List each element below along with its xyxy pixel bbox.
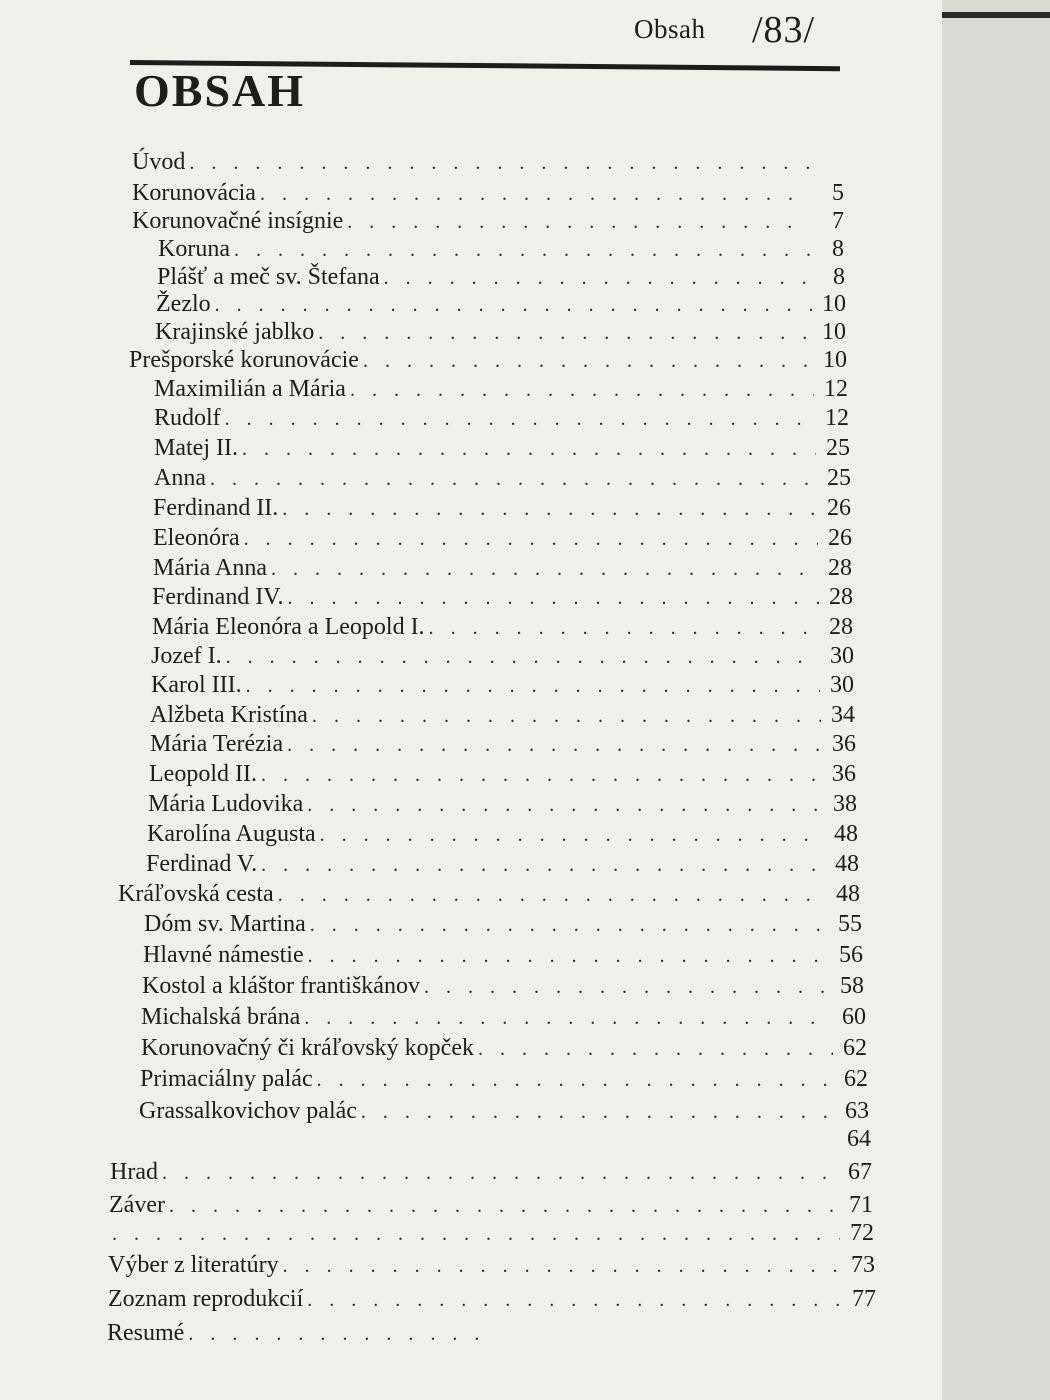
dot-leader bbox=[261, 854, 825, 877]
dot-leader bbox=[287, 734, 822, 757]
toc-entry bbox=[129, 347, 847, 374]
toc-entry-title: Resumé bbox=[107, 1320, 185, 1346]
adjacent-page-rule bbox=[942, 12, 1050, 18]
dot-leader bbox=[283, 1255, 841, 1278]
toc-entry-title: Alžbeta Kristína bbox=[150, 702, 308, 728]
dot-leader bbox=[478, 1038, 833, 1061]
toc-entry bbox=[151, 672, 854, 699]
toc-entry-page: 56 bbox=[839, 942, 863, 968]
toc-entry bbox=[154, 376, 848, 403]
toc-entry bbox=[154, 435, 850, 462]
running-title: Obsah bbox=[634, 14, 706, 44]
toc-entry-title: Mária Ludovika bbox=[148, 791, 304, 817]
dot-leader bbox=[112, 1223, 840, 1246]
dot-leader bbox=[363, 350, 813, 373]
toc-entry bbox=[155, 319, 846, 346]
dot-leader bbox=[162, 1162, 838, 1185]
toc-entry-page: 63 bbox=[845, 1098, 869, 1124]
toc-entry-title: Záver bbox=[109, 1192, 165, 1218]
dot-leader bbox=[429, 617, 819, 640]
toc-entry bbox=[144, 911, 862, 938]
toc-entry-title: Výber z literatúry bbox=[108, 1252, 279, 1278]
toc-entry-title: Mária Anna bbox=[153, 555, 267, 581]
toc-entry bbox=[149, 761, 856, 788]
toc-entry-page: 28 bbox=[829, 584, 853, 610]
toc-entry-page: 10 bbox=[823, 347, 847, 373]
toc-entry-title: Plášť a meč sv. Štefana bbox=[157, 264, 380, 290]
toc-entry-page: 8 bbox=[832, 236, 844, 262]
toc-entry-title: Ferdinad V. bbox=[146, 851, 258, 877]
dot-leader bbox=[244, 528, 818, 551]
toc-entry-title: Krajinské jablko bbox=[155, 319, 315, 345]
dot-leader bbox=[278, 884, 826, 907]
toc-entry-page: 62 bbox=[844, 1066, 868, 1092]
toc-entry bbox=[153, 495, 851, 522]
dot-leader bbox=[260, 183, 810, 206]
toc-entry bbox=[141, 1035, 867, 1062]
toc-entry-title: Maximilián a Mária bbox=[154, 376, 346, 402]
dot-leader bbox=[308, 945, 829, 968]
toc-entry-title: Ferdinand IV. bbox=[152, 584, 284, 610]
toc-entry bbox=[153, 555, 852, 582]
toc-entry bbox=[153, 525, 852, 552]
dot-leader bbox=[307, 1289, 842, 1312]
toc-entry bbox=[140, 1066, 868, 1093]
toc-entry bbox=[148, 791, 857, 818]
toc-entry-page: 77 bbox=[852, 1286, 876, 1312]
toc-entry-page: 36 bbox=[832, 761, 856, 787]
toc-entry bbox=[132, 149, 844, 176]
dot-leader bbox=[188, 1323, 483, 1346]
toc-entry-page: 48 bbox=[834, 821, 858, 847]
toc-entry-page: 60 bbox=[842, 1004, 866, 1030]
toc-entry-page: 67 bbox=[848, 1159, 872, 1185]
toc-entry-page: 58 bbox=[840, 973, 864, 999]
toc-entry-title: Eleonóra bbox=[153, 525, 240, 551]
toc-entry-title: Prešporské korunovácie bbox=[129, 347, 359, 373]
toc-entry bbox=[139, 1126, 871, 1153]
toc-entry-page: 12 bbox=[824, 376, 848, 402]
toc-entry bbox=[109, 1192, 873, 1219]
toc-entry-page: 34 bbox=[831, 702, 855, 728]
toc-entry-title: Matej II. bbox=[154, 435, 238, 461]
toc-entry-title: Karolína Augusta bbox=[147, 821, 316, 847]
toc-entry bbox=[150, 731, 856, 758]
toc-entry-page: 30 bbox=[830, 672, 854, 698]
toc-entry-title: Michalská brána bbox=[141, 1004, 301, 1030]
dot-leader bbox=[225, 408, 815, 431]
dot-leader bbox=[242, 438, 816, 461]
toc-entry-page: 12 bbox=[825, 405, 849, 431]
toc-entry-title: Primaciálny palác bbox=[140, 1066, 313, 1092]
dot-leader bbox=[320, 824, 824, 847]
toc-entry-page: 26 bbox=[828, 525, 852, 551]
toc-entry bbox=[157, 264, 845, 291]
toc-entry bbox=[118, 881, 860, 908]
toc-entry bbox=[158, 236, 844, 263]
toc-entry bbox=[132, 208, 844, 235]
dot-leader bbox=[307, 794, 823, 817]
toc-entry-title: Mária Terézia bbox=[150, 731, 284, 757]
toc-entry-title: Korunovačné insígnie bbox=[132, 208, 344, 234]
toc-entry-title: Kráľovská cesta bbox=[118, 881, 274, 907]
toc-entry bbox=[146, 851, 859, 878]
toc-entry-title: Hlavné námestie bbox=[143, 942, 304, 968]
toc-entry bbox=[108, 1220, 874, 1247]
toc-entry-page: 62 bbox=[843, 1035, 867, 1061]
page-heading: OBSAH bbox=[134, 65, 306, 116]
toc-entry-title: Korunovácia bbox=[132, 180, 256, 206]
dot-leader bbox=[234, 239, 810, 262]
dot-leader bbox=[310, 914, 828, 937]
toc-entry-page: 10 bbox=[822, 291, 846, 317]
adjacent-page-edge bbox=[942, 0, 1050, 1400]
toc-entry-page: 25 bbox=[827, 465, 851, 491]
dot-leader bbox=[312, 705, 821, 728]
toc-entry-title: Hrad bbox=[110, 1159, 158, 1185]
toc-entry-title: Anna bbox=[154, 465, 206, 491]
toc-entry bbox=[108, 1252, 875, 1279]
toc-entry-page: 71 bbox=[849, 1192, 873, 1218]
toc-entry bbox=[132, 180, 844, 207]
toc-entry-title: Mária Eleonóra a Leopold I. bbox=[152, 614, 425, 640]
toc-entry-page: 48 bbox=[836, 881, 860, 907]
dot-leader bbox=[317, 1069, 834, 1092]
toc-entry-page: 73 bbox=[851, 1252, 875, 1278]
toc-entry bbox=[152, 584, 853, 611]
toc-entry bbox=[154, 465, 851, 492]
toc-entry-title: Jozef I. bbox=[151, 643, 222, 669]
dot-leader bbox=[271, 558, 818, 581]
toc-entry-page: 25 bbox=[826, 435, 850, 461]
dot-leader bbox=[347, 211, 810, 234]
toc-entry-title: Rudolf bbox=[154, 405, 221, 431]
dot-leader bbox=[246, 675, 820, 698]
toc-entry bbox=[110, 1159, 872, 1186]
toc-entry bbox=[141, 1004, 866, 1031]
dot-leader bbox=[226, 646, 820, 669]
toc-entry-page: 10 bbox=[822, 319, 846, 345]
toc-entry bbox=[107, 1320, 517, 1347]
toc-entry-title: Dóm sv. Martina bbox=[144, 911, 306, 937]
toc-entry-title: Žezlo bbox=[156, 291, 211, 317]
dot-leader bbox=[189, 152, 810, 175]
toc-entry-page: 28 bbox=[829, 614, 853, 640]
dot-leader bbox=[282, 498, 817, 521]
dot-leader bbox=[304, 1007, 832, 1030]
toc-entry-page: 48 bbox=[835, 851, 859, 877]
toc-entry-page: 30 bbox=[830, 643, 854, 669]
dot-leader bbox=[210, 468, 817, 491]
dot-leader bbox=[318, 322, 812, 345]
dot-leader bbox=[350, 379, 814, 402]
toc-entry-title: Zoznam reprodukcií bbox=[108, 1286, 304, 1312]
toc-entry-title: Leopold II. bbox=[149, 761, 257, 787]
dot-leader bbox=[169, 1195, 839, 1218]
toc-entry bbox=[154, 405, 849, 432]
toc-entry-title: Karol III. bbox=[151, 672, 242, 698]
dot-leader bbox=[261, 764, 822, 787]
toc-entry-page: 36 bbox=[832, 731, 856, 757]
toc-entry bbox=[147, 821, 858, 848]
toc-entry-page: 26 bbox=[827, 495, 851, 521]
dot-leader bbox=[424, 976, 830, 999]
toc-entry-page: 55 bbox=[838, 911, 862, 937]
page-number: /83/ bbox=[752, 9, 816, 51]
toc-entry-title: Korunovačný či kráľovský kopček bbox=[141, 1035, 474, 1061]
toc-entry-page: 72 bbox=[850, 1220, 874, 1246]
toc-entry bbox=[108, 1286, 876, 1313]
toc-entry bbox=[150, 702, 855, 729]
toc-entry bbox=[156, 291, 846, 318]
toc-entry-page: 38 bbox=[833, 791, 857, 817]
dot-leader bbox=[384, 267, 811, 290]
dot-leader bbox=[215, 294, 812, 317]
toc-entry bbox=[139, 1098, 869, 1125]
toc-entry-title: Kostol a kláštor františkánov bbox=[142, 973, 420, 999]
toc-entry-page: 28 bbox=[828, 555, 852, 581]
toc-entry-page: 7 bbox=[832, 208, 844, 234]
toc-entry bbox=[142, 973, 864, 1000]
toc-entry-page: 8 bbox=[833, 264, 845, 290]
toc-entry-title: Grassalkovichov palác bbox=[139, 1098, 357, 1124]
toc-entry-page: 5 bbox=[832, 180, 844, 206]
toc-entry bbox=[151, 643, 854, 670]
toc-entry-page: 64 bbox=[847, 1126, 871, 1152]
toc-entry-title: Ferdinand II. bbox=[153, 495, 279, 521]
toc-entry bbox=[152, 614, 853, 641]
dot-leader bbox=[361, 1101, 835, 1124]
toc-entry-title: Koruna bbox=[158, 236, 230, 262]
toc-entry bbox=[143, 942, 863, 969]
toc-entry-title: Úvod bbox=[132, 149, 186, 175]
dot-leader bbox=[288, 587, 819, 610]
